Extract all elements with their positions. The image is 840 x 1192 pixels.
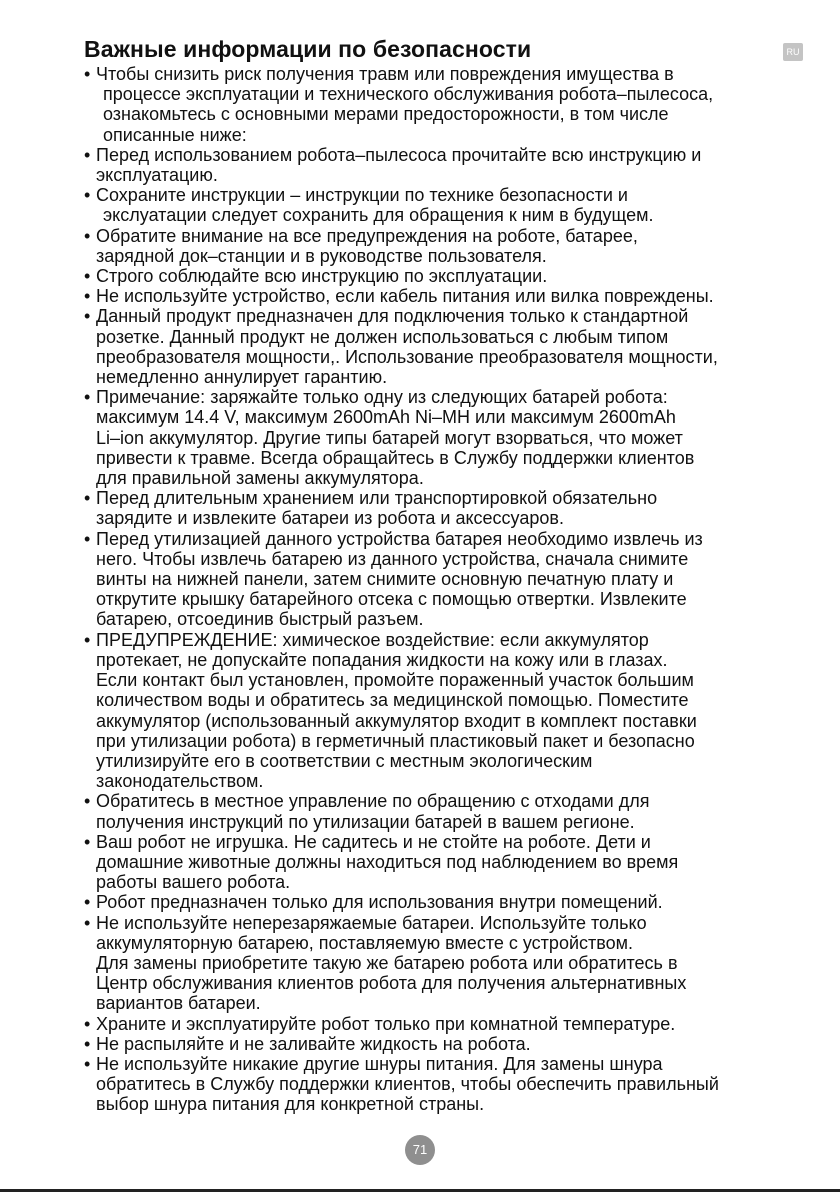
list-item-text: [96, 266, 824, 286]
text-line: Li–ion аккумулятор. Другие типы батарей могут взорваться, что может: [96, 427, 683, 448]
text-line: максимум 14.4 V, максимум 2600mAh Ni–MH или максимум 2600mAh: [96, 407, 676, 428]
list-item: [84, 185, 824, 225]
text-line: открутите крышку батарейного отсека с помощью отвертки. Извлеките: [96, 589, 687, 610]
bullet-icon: •: [84, 488, 91, 509]
text-line: Строго соблюдайте всю инструкцию по эксплуатации.: [96, 266, 548, 287]
text-line: розетке. Данный продукт не должен использоваться с любым типом: [96, 326, 669, 347]
list-item-text: [96, 1034, 824, 1054]
bullet-icon: •: [84, 528, 91, 549]
text-line: ПРЕДУПРЕЖДЕНИЕ: химическое воздействие: если аккумулятор: [96, 629, 649, 650]
bullet-icon: •: [84, 306, 91, 327]
text-line: домашние животные должны находиться под наблюдением во время: [96, 851, 679, 872]
text-line: него. Чтобы извлечь батарею из данного устройства, сначала снимите: [96, 548, 689, 569]
text-line: вариантов батареи.: [96, 993, 261, 1014]
text-line: при утилизации робота) в герметичный пластиковый пакет и безопасно: [96, 730, 695, 751]
text-line: эксплуатацию.: [96, 165, 218, 186]
bullet-icon: •: [84, 387, 91, 408]
list-item: [84, 832, 824, 893]
list-item: [84, 226, 824, 266]
text-line: ознакомьтесь с основными мерами предосторожности, в том числе: [103, 104, 669, 125]
list-item-text: [96, 1014, 824, 1034]
text-line: аккумулятор (использованный аккумулятор входит в комплект поставки: [96, 710, 697, 731]
list-item: [84, 529, 824, 630]
text-line: Не используйте неперезаряжаемые батареи. Используйте только: [96, 912, 647, 933]
text-line: зарядите и извлеките батареи из робота и аксессуаров.: [96, 508, 564, 529]
list-item-text: [96, 832, 824, 893]
bullet-icon: •: [84, 831, 91, 852]
text-line: Для замены приобретите такую же батарею робота или обратитесь в: [96, 952, 678, 973]
list-item: [84, 1014, 824, 1034]
list-item-text: [96, 892, 824, 912]
list-item: [84, 1054, 824, 1115]
bullet-icon: •: [84, 286, 91, 307]
text-line: получения инструкций по утилизации батарей в вашем регионе.: [96, 811, 635, 832]
text-line: Не используйте никакие другие шнуры питания. Для замены шнура: [96, 1053, 663, 1074]
list-item: [84, 892, 824, 912]
text-line: аккумуляторную батарею, поставляемую вместе с устройством.: [96, 932, 633, 953]
text-line: работы вашего робота.: [96, 872, 291, 893]
list-item: [84, 791, 824, 831]
bullet-icon: •: [84, 892, 91, 913]
text-line: законодательством.: [96, 771, 264, 792]
bullet-icon: •: [84, 1053, 91, 1074]
bullet-icon: •: [84, 629, 91, 650]
bullet-icon: •: [84, 912, 91, 933]
text-line: Чтобы снизить риск получения травм или повреждения имущества в: [96, 64, 674, 84]
text-line: преобразователя мощности,. Использование преобразователя мощности,: [96, 346, 718, 367]
bullet-icon: •: [84, 225, 91, 246]
bullet-icon: •: [84, 1033, 91, 1054]
list-item-text: [96, 630, 824, 792]
text-line: батарею, отсоединив быстрый разъем.: [96, 609, 424, 630]
text-line: экслуатации следует сохранить для обращения к ним в будущем.: [103, 205, 654, 226]
text-line: немедленно аннулирует гарантию.: [96, 367, 388, 388]
text-line: Ваш робот не игрушка. Не садитесь и не стойте на роботе. Дети и: [96, 831, 651, 852]
list-item: [84, 306, 824, 387]
list-item: [84, 630, 824, 792]
text-line: выбор шнура питания для конкретной страны.: [96, 1094, 485, 1115]
list-item-text: [96, 913, 824, 1014]
bullet-icon: •: [84, 185, 91, 206]
text-line: процессе эксплуатации и технического обслуживания робота–пылесоса,: [103, 84, 714, 105]
text-line: Не распыляйте и не заливайте жидкость на робота.: [96, 1033, 531, 1054]
text-line: для правильной замены аккумулятора.: [96, 468, 424, 489]
bullet-icon: •: [84, 64, 91, 84]
text-line: Сохраните инструкции – инструкции по технике безопасности и: [96, 185, 628, 206]
text-line: описанные ниже:: [103, 124, 247, 145]
bullet-icon: •: [84, 791, 91, 812]
list-item-text: [96, 488, 824, 528]
text-line: количеством воды и обратитесь за медицинской помощью. Поместите: [96, 690, 689, 711]
text-line: Перед использованием робота–пылесоса прочитайте всю инструкцию и: [96, 144, 702, 165]
text-line: обратитесь в Службу поддержки клиентов, чтобы обеспечить правильный: [96, 1074, 719, 1095]
list-item-text: [96, 791, 824, 831]
text-line: зарядной док–станции и в руководстве пользователя.: [96, 245, 547, 266]
text-line: Храните и эксплуатируйте робот только при комнатной температуре.: [96, 1013, 676, 1034]
list-item-text: [96, 185, 824, 225]
text-line: привести к травме. Всегда обращайтесь в Службу поддержки клиентов: [96, 447, 695, 468]
text-line: Примечание: заряжайте только одну из следующих батарей робота:: [96, 387, 668, 408]
text-line: винты на нижней панели, затем снимите основную печатную плату и: [96, 569, 674, 590]
bullet-icon: •: [84, 144, 91, 165]
text-line: Обратите внимание на все предупреждения на роботе, батарее,: [96, 225, 638, 246]
list-item-text: [96, 306, 824, 387]
page-number-badge: 71: [405, 1135, 435, 1165]
list-item: [84, 64, 824, 145]
list-item-text: [96, 529, 824, 630]
list-item-text: [96, 226, 824, 266]
text-line: Перед длительным хранением или транспортировкой обязательно: [96, 488, 658, 509]
safety-instructions-list: [84, 64, 824, 1115]
list-item: [84, 1034, 824, 1054]
page-title: Важные информации по безопасности: [84, 36, 532, 62]
text-line: Не используйте устройство, если кабель питания или вилка повреждены.: [96, 286, 714, 307]
list-item-text: [96, 286, 824, 306]
bullet-icon: •: [84, 1013, 91, 1034]
language-badge: RU: [783, 43, 803, 61]
list-item: [84, 266, 824, 286]
text-line: Робот предназначен только для использования внутри помещений.: [96, 892, 663, 913]
text-line: утилизируйте его в соответствии с местным экологическим: [96, 750, 593, 771]
list-item-text: [96, 387, 824, 488]
text-line: Перед утилизацией данного устройства батарея необходимо извлечь из: [96, 528, 703, 549]
list-item-text: [96, 64, 824, 145]
text-line: протекает, не допускайте попадания жидкости на кожу или в глазах.: [96, 649, 668, 670]
list-item: [84, 387, 824, 488]
text-line: Данный продукт предназначен для подключения только к стандартной: [96, 306, 689, 327]
list-item-text: [96, 145, 824, 185]
list-item: [84, 286, 824, 306]
bullet-icon: •: [84, 266, 91, 287]
text-line: Обратитесь в местное управление по обращению с отходами для: [96, 791, 650, 812]
list-item: [84, 145, 824, 185]
list-item: [84, 488, 824, 528]
text-line: Центр обслуживания клиентов робота для получения альтернативных: [96, 973, 687, 994]
text-line: Если контакт был установлен, промойте пораженный участок большим: [96, 670, 694, 691]
list-item-text: [96, 1054, 824, 1115]
list-item: [84, 913, 824, 1014]
